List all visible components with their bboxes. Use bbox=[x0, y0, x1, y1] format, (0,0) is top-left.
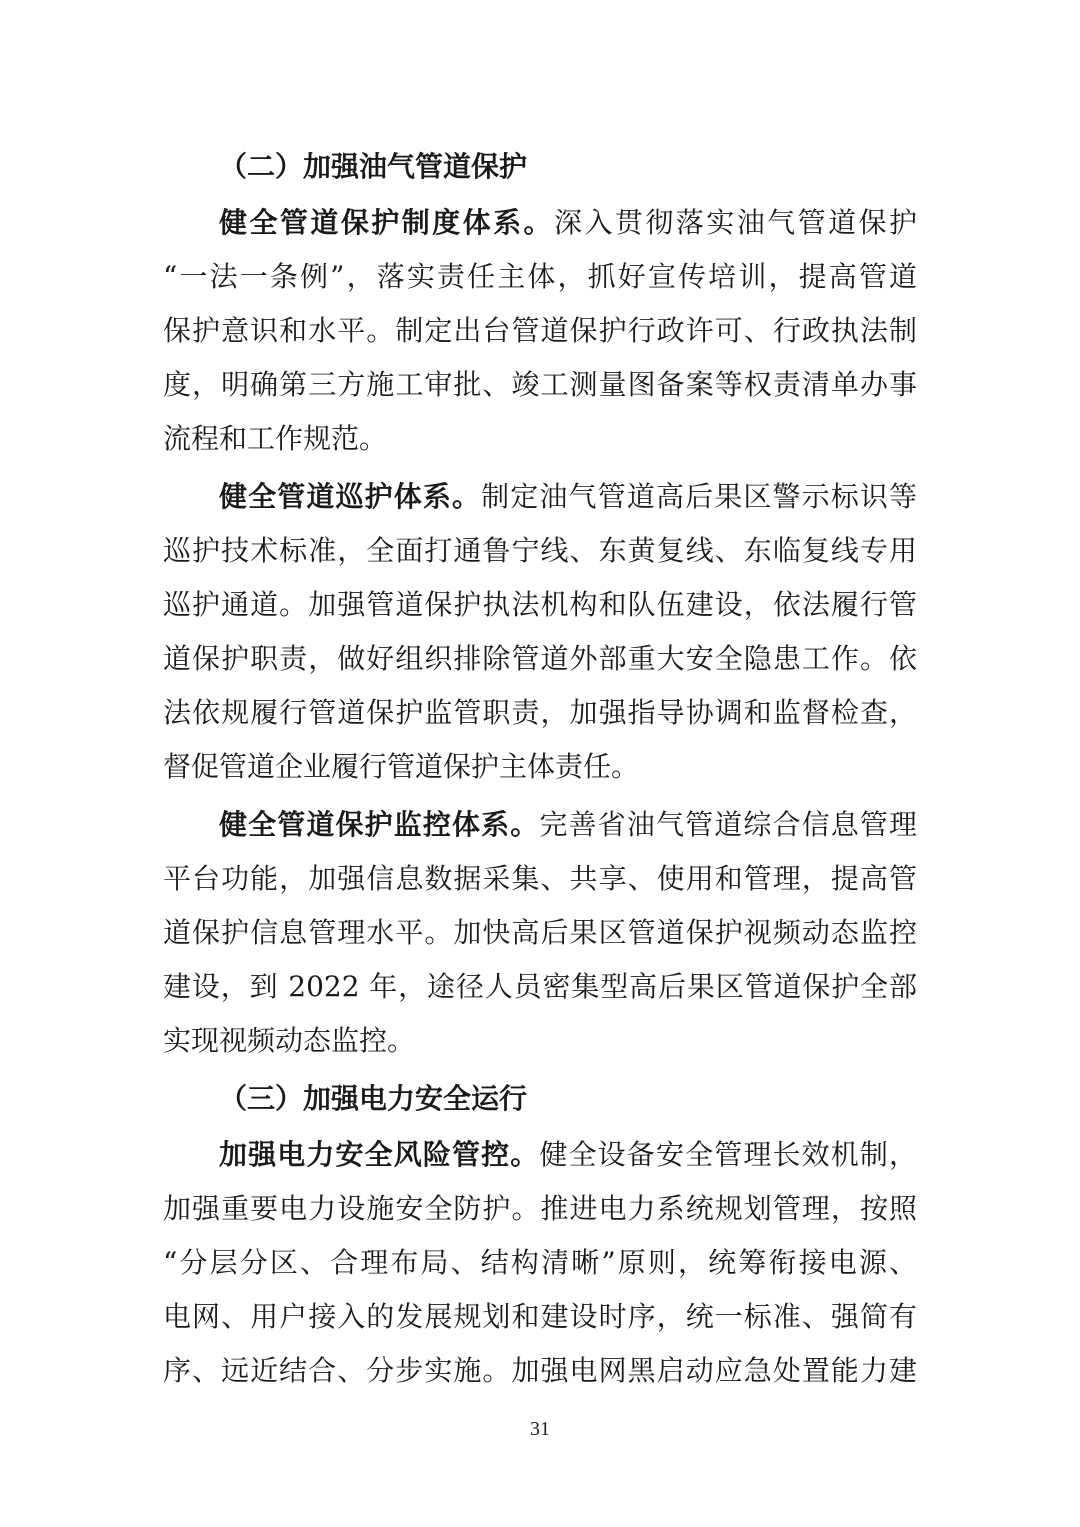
paragraph-line: 电网、用户接入的发展规划和建设时序，统一标准、强简有 bbox=[163, 1300, 917, 1333]
paragraph-line: 度，明确第三方施工审批、竣工测量图备案等权责清单办事 bbox=[163, 368, 917, 401]
paragraph-line: 道保护信息管理水平。加快高后果区管道保护视频动态监控 bbox=[163, 916, 917, 949]
paragraph-line bbox=[163, 798, 917, 852]
paragraph-line: 法依规履行管道保护监管职责，加强指导协调和监督检查， bbox=[163, 696, 917, 729]
paragraph-line: 巡护技术标准，全面打通鲁宁线、东黄复线、东临复线专用 bbox=[163, 534, 917, 567]
paragraph-line bbox=[163, 1128, 917, 1182]
paragraph-lead: 加强电力安全风险管控。 bbox=[219, 1138, 540, 1171]
paragraph-line: 督促管道企业履行管道保护主体责任。 bbox=[163, 750, 640, 783]
document-page bbox=[163, 140, 917, 1402]
section-heading-3: （三）加强电力安全运行 bbox=[219, 1082, 528, 1115]
paragraph-line: 序、远近结合、分步实施。加强电网黑启动应急处置能力建 bbox=[163, 1354, 917, 1387]
paragraph-lead: 健全管道保护监控体系。 bbox=[219, 808, 540, 841]
paragraph-line: 平台功能，加强信息数据采集、共享、使用和管理，提高管 bbox=[163, 862, 917, 895]
section-heading-2: （二）加强油气管道保护 bbox=[219, 150, 528, 183]
paragraph-pipeline-protection-system bbox=[163, 196, 917, 466]
paragraph-pipeline-patrol-system bbox=[163, 470, 917, 794]
paragraph-lead: 健全管道巡护体系。 bbox=[219, 480, 482, 513]
paragraph-line: 流程和工作规范。 bbox=[163, 422, 388, 455]
paragraph-line bbox=[163, 470, 917, 524]
paragraph-line: 实现视频动态监控。 bbox=[163, 1024, 416, 1057]
paragraph-line: 道保护职责，做好组织排除管道外部重大安全隐患工作。依 bbox=[163, 642, 917, 675]
paragraph-text: 完善省油气管道综合信息管理 bbox=[539, 808, 917, 841]
paragraph-lead: 健全管道保护制度体系。 bbox=[219, 206, 554, 239]
paragraph-text: 深入贯彻落实油气管道保护 bbox=[554, 206, 917, 239]
paragraph-line: 保护意识和水平。制定出台管道保护行政许可、行政执法制 bbox=[163, 314, 917, 347]
paragraph-line: “一法一条例”，落实责任主体，抓好宣传培训，提高管道 bbox=[163, 260, 917, 293]
paragraph-line: 建设，到 2022 年，途径人员密集型高后果区管道保护全部 bbox=[163, 970, 917, 1003]
paragraph-power-risk-control bbox=[163, 1128, 917, 1398]
paragraph-pipeline-monitoring-system bbox=[163, 798, 917, 1068]
paragraph-line: “分层分区、合理布局、结构清晰”原则，统筹衔接电源、 bbox=[163, 1246, 917, 1279]
paragraph-line: 加强重要电力设施安全防护。推进电力系统规划管理，按照 bbox=[163, 1192, 917, 1225]
paragraph-text: 制定油气管道高后果区警示标识等 bbox=[481, 480, 917, 513]
paragraph-line: 巡护通道。加强管道保护执法机构和队伍建设，依法履行管 bbox=[163, 588, 917, 621]
paragraph-text: 健全设备安全管理长效机制， bbox=[539, 1138, 917, 1171]
paragraph-line bbox=[163, 196, 917, 250]
page-number: 31 bbox=[530, 1418, 550, 1440]
